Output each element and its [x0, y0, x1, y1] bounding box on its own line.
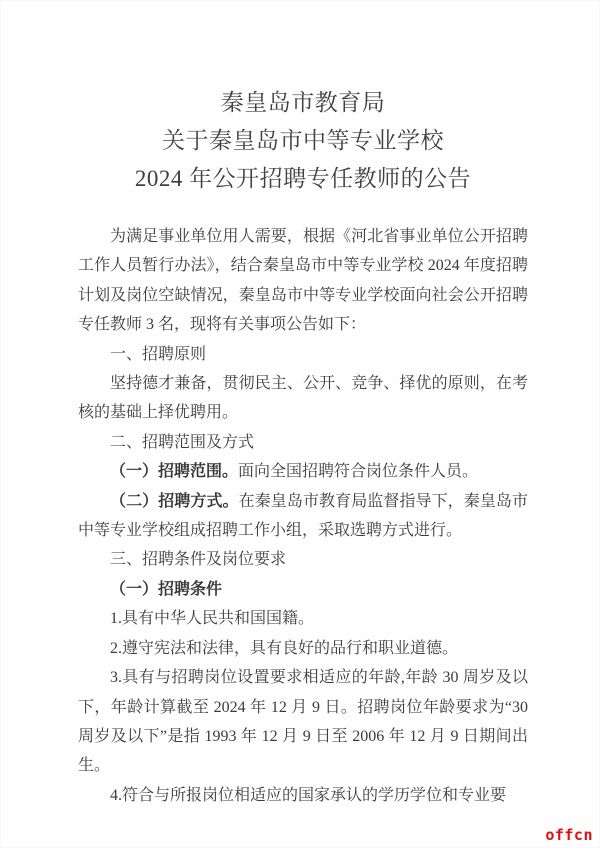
text-recruitment-method: 在秦皇岛市教育局监督指导下，秦皇岛市中等专业学校组成招聘工作小组，采取选聘方式进行。 [78, 492, 528, 540]
heading-conditions-and-requirements: 三、招聘条件及岗位要求 [110, 551, 287, 569]
condition-item-2: 2.遵守宪法和法律，具有良好的品行和职业道德。 [110, 639, 459, 657]
title-line-announcement: 2024 年公开招聘专任教师的公告 [134, 166, 472, 191]
offcn-watermark: offcn [545, 826, 593, 844]
condition-item-3: 3.具有与招聘岗位设置要求相适应的年龄,年龄 30 周岁及以下，年龄计算截至 2024 年 12 月 9 日。招聘岗位年龄要求为“30周岁及以下”是指 1993 年 12 月 9 日至 2006 年 12 月 9 日期间出生。 [78, 669, 528, 775]
text-recruitment-scope: 面向全国招聘符合岗位条件人员。 [238, 463, 479, 481]
paragraph-intro: 为满足事业单位用人需要，根据《河北省事业单位公开招聘工作人员暂行办法》，结合秦皇岛市中等专业学校 2024 年度招聘计划及岗位空缺情况，秦皇岛市中等专业学校面向社会公开招聘专任教师 3 名，现将有关事项公告如下： [78, 228, 528, 334]
heading-scope-and-method: 二、招聘范围及方式 [110, 433, 255, 451]
lead-recruitment-scope: （一）招聘范围。 [110, 463, 239, 481]
paragraph-principles: 坚持德才兼备，贯彻民主、公开、竞争、择优的原则，在考核的基础上择优聘用。 [78, 375, 528, 422]
heading-recruitment-conditions [78, 575, 528, 604]
paragraph-recruitment-scope [78, 457, 528, 486]
lead-recruitment-conditions: （一）招聘条件 [110, 580, 223, 598]
condition-item-1: 1.具有中华人民共和国国籍。 [110, 610, 315, 628]
paragraph-recruitment-method [78, 487, 528, 546]
document-title [78, 84, 528, 198]
heading-recruitment-principles: 一、招聘原则 [110, 345, 207, 363]
title-line-issuer: 秦皇岛市教育局 [220, 90, 386, 115]
document-body [78, 222, 528, 810]
condition-item-4: 4.符合与所报岗位相适应的国家承认的学历学位和专业要 [110, 786, 507, 804]
lead-recruitment-method: （二）招聘方式。 [110, 492, 239, 510]
title-line-subject: 关于秦皇岛市中等专业学校 [162, 128, 444, 153]
